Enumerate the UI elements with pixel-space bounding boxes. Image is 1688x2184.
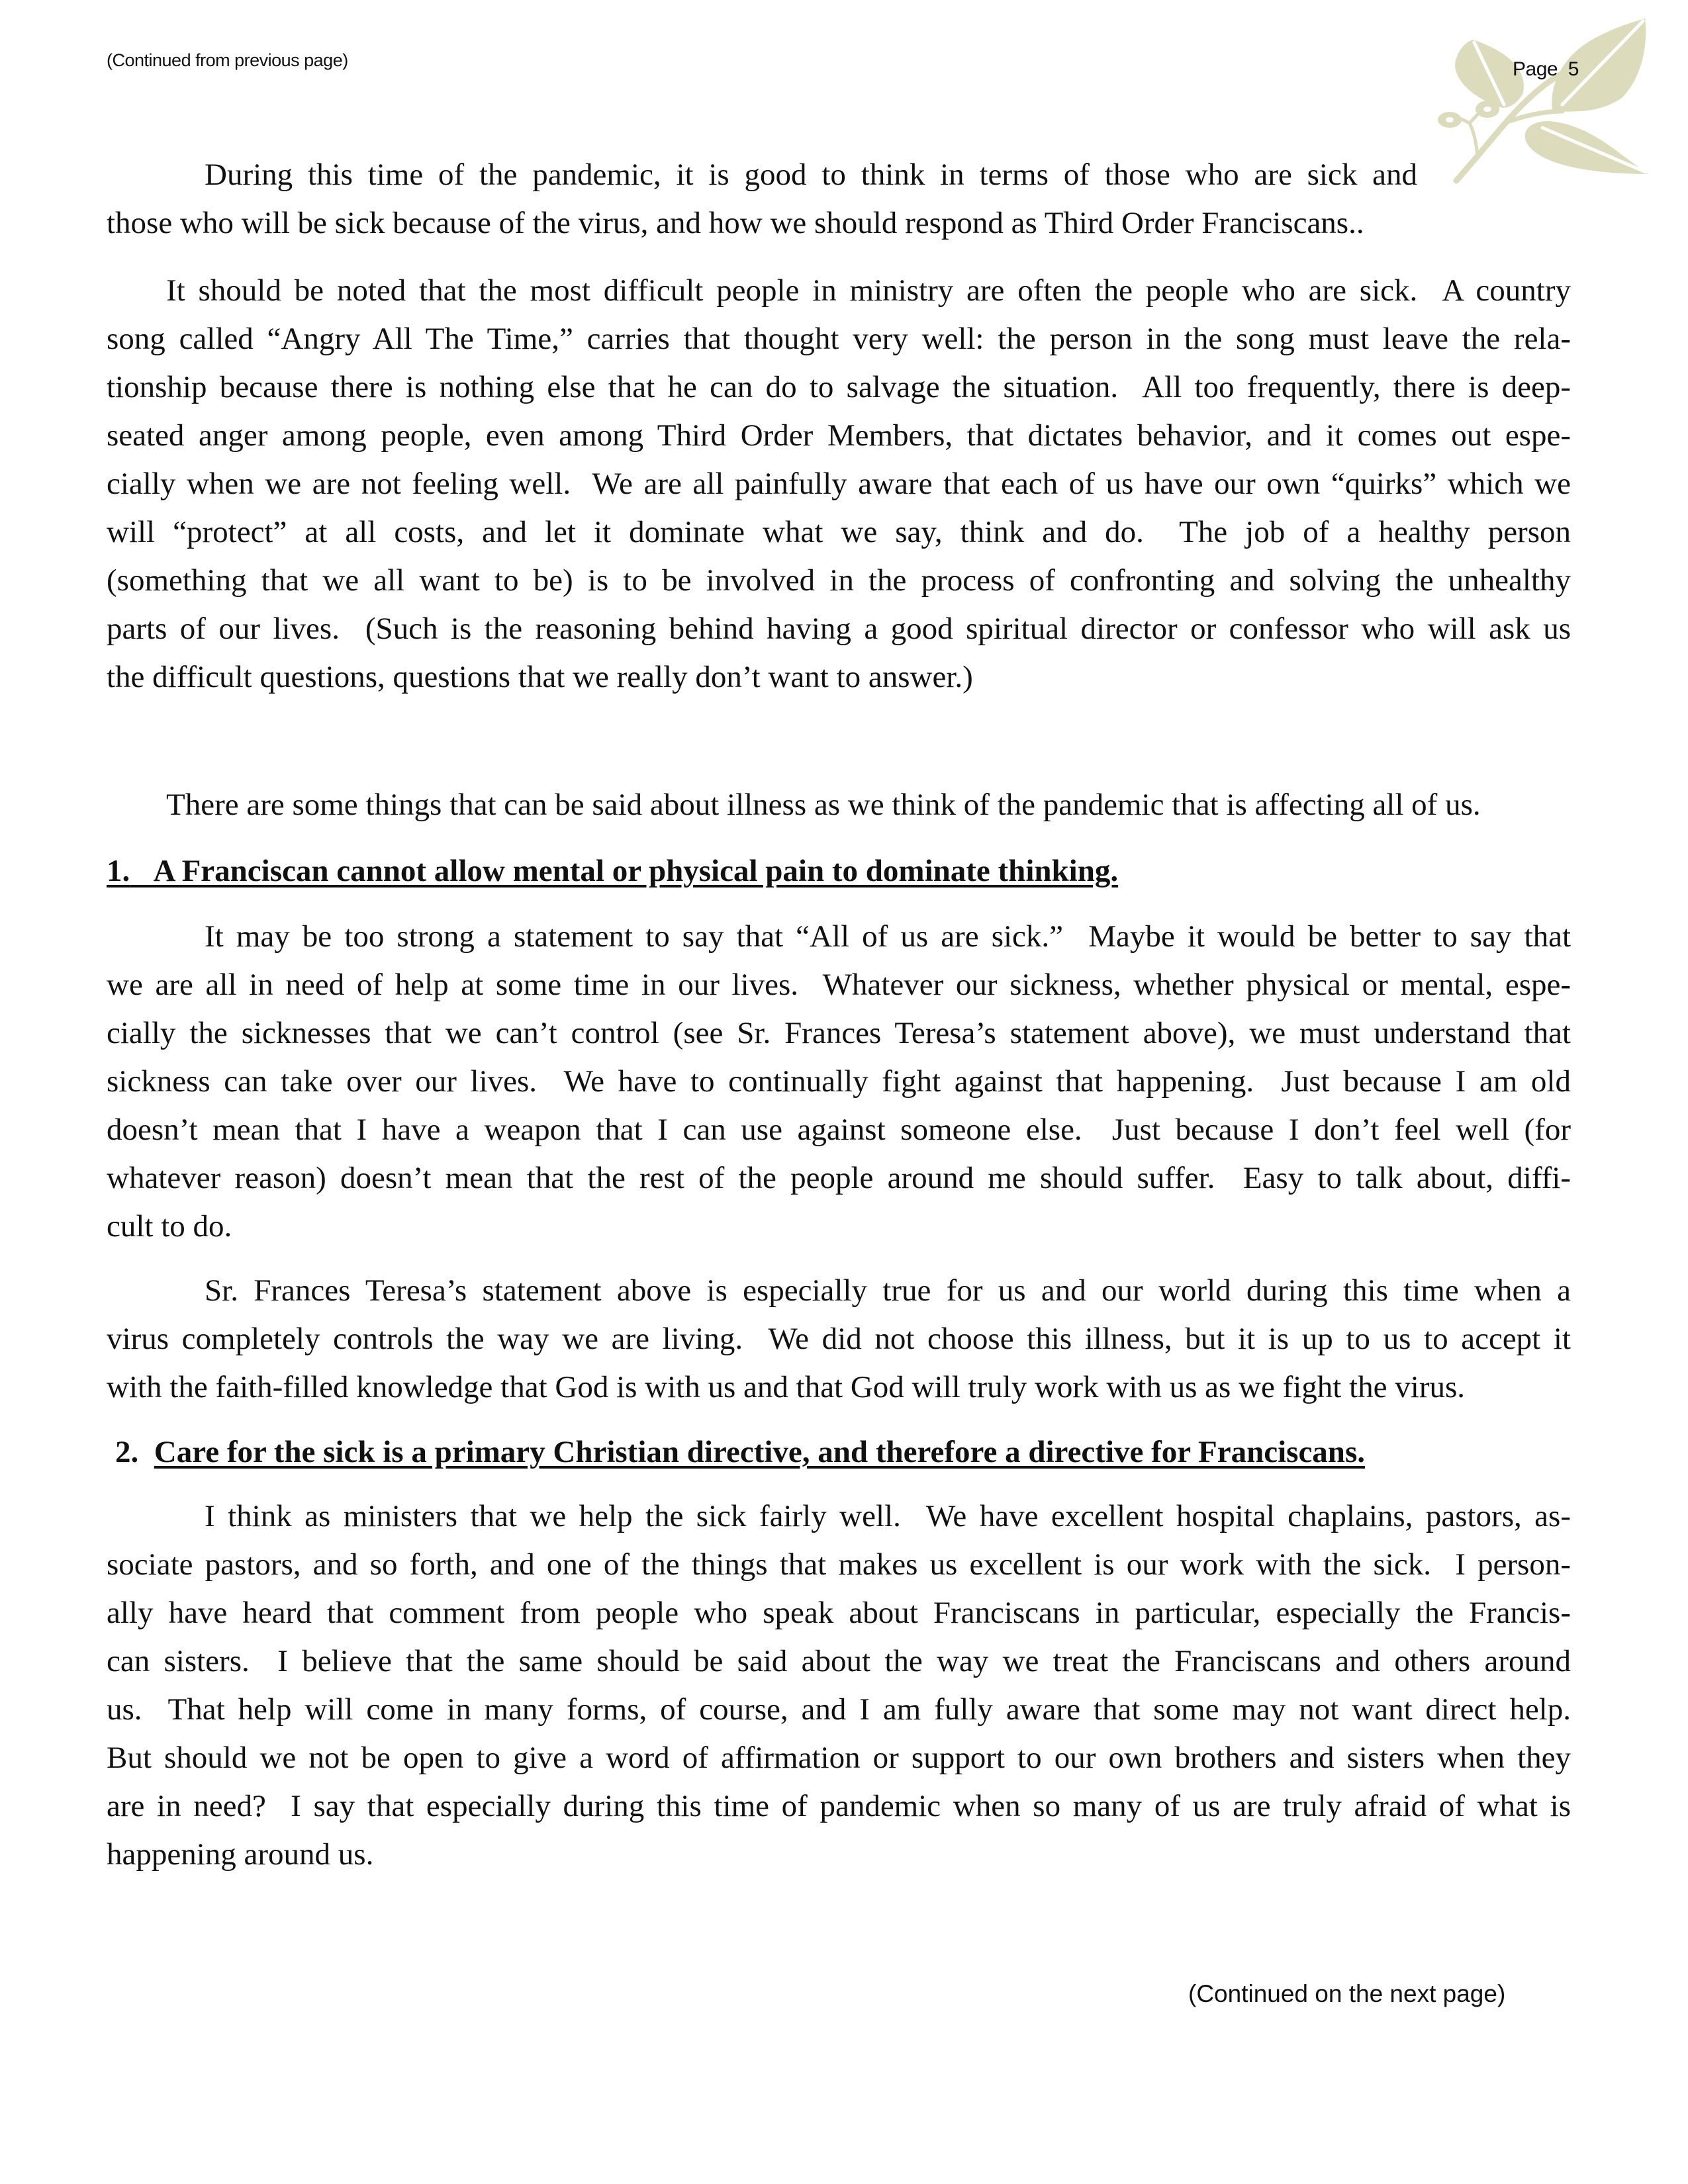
paragraph-line: cult to do. bbox=[107, 1209, 232, 1244]
paragraph-line: There are some things that can be said about illness as we think of the pandemic that is affecting all of us. bbox=[166, 788, 1481, 822]
paragraph-line: (something that we all want to be) is to be involved in the process of confronting and solving the unhealthy bbox=[107, 563, 1571, 598]
page-number: 5 bbox=[1568, 58, 1579, 80]
paragraph-line: It may be too strong a statement to say that “All of us are sick.” Maybe it would be better to say that bbox=[205, 919, 1571, 954]
paragraph-line: cially when we are not feeling well. We are all painfully aware that each of us have our own “quirks” which we bbox=[107, 467, 1571, 501]
section-heading-2 bbox=[115, 1428, 1365, 1477]
paragraph-line: those who will be sick because of the virus, and how we should respond as Third Order Franciscans.. bbox=[107, 206, 1364, 240]
paragraph-line: will “protect” at all costs, and let it dominate what we say, think and do. The job of a healthy person bbox=[107, 515, 1571, 549]
paragraph-line: us. That help will come in many forms, of course, and I am fully aware that some may not want direct help. bbox=[107, 1692, 1571, 1727]
paragraph-line: we are all in need of help at some time in our lives. Whatever our sickness, whether physical or mental, espe- bbox=[107, 968, 1571, 1002]
paragraph-line: But should we not be open to give a word of affirmation or support to our own brothers and sisters when they bbox=[107, 1741, 1571, 1775]
paragraph-line: ally have heard that comment from people who speak about Franciscans in particular, especially the Francis- bbox=[107, 1596, 1571, 1630]
paragraph-sr-frances bbox=[107, 1267, 1571, 1412]
section-heading-1 bbox=[107, 847, 1118, 895]
paragraph-line: are in need? I say that especially during this time of pandemic when so many of us are truly afraid of what is bbox=[107, 1789, 1571, 1823]
paragraph-line: tionship because there is nothing else that he can do to salvage the situation. All too frequently, there is deep- bbox=[107, 370, 1571, 404]
paragraph-line: with the faith-filled knowledge that God is with us and that God will truly work with us as we fight the virus. bbox=[107, 1370, 1466, 1404]
paragraph-line: whatever reason) doesn’t mean that the rest of the people around me should suffer. Easy to talk about, diffi- bbox=[107, 1161, 1571, 1195]
paragraph-line: happening around us. bbox=[107, 1837, 374, 1872]
paragraph-line: sociate pastors, and so forth, and one of the things that makes us excellent is our work with the sick. I person- bbox=[107, 1547, 1571, 1582]
heading-text: Care for the sick is a primary Christian directive, and therefore a directive for Franciscans. bbox=[154, 1435, 1365, 1469]
paragraph-line: cially the sicknesses that we can’t control (see Sr. Frances Teresa’s statement above), we must understand that bbox=[107, 1016, 1571, 1050]
paragraph-line: seated anger among people, even among Third Order Members, that dictates behavior, and it comes out espe- bbox=[107, 418, 1571, 453]
paragraph-line: song called “Angry All The Time,” carries that thought very well: the person in the song must leave the rela- bbox=[107, 322, 1571, 356]
paragraph-all-sick bbox=[107, 913, 1571, 1251]
heading-number: 2. bbox=[115, 1435, 139, 1469]
paragraph-line: It should be noted that the most difficult people in ministry are often the people who are sick. A country bbox=[166, 273, 1571, 308]
continued-next-label: (Continued on the next page) bbox=[1188, 1980, 1506, 2007]
paragraph-line: parts of our lives. (Such is the reasoning behind having a good spiritual director or confessor who will ask us bbox=[107, 612, 1571, 646]
paragraph-line: I think as ministers that we help the sick fairly well. We have excellent hospital chaplains, pastors, as- bbox=[205, 1499, 1571, 1533]
paragraph-line: can sisters. I believe that the same should be said about the way we treat the Franciscans and others around bbox=[107, 1644, 1571, 1678]
heading-number: 1. bbox=[107, 854, 130, 888]
continued-from-label: (Continued from previous page) bbox=[107, 50, 348, 70]
paragraph-things-said bbox=[107, 781, 1571, 829]
paragraph-difficult-people bbox=[107, 267, 1571, 702]
paragraph-line: Sr. Frances Teresa’s statement above is especially true for us and our world during this time when a bbox=[205, 1273, 1571, 1308]
paragraph-line: doesn’t mean that I have a weapon that I can use against someone else. Just because I don’t feel well (for bbox=[107, 1113, 1571, 1147]
leaf-branch-icon bbox=[1430, 5, 1655, 194]
paragraph-line: During this time of the pandemic, it is good to think in terms of those who are sick and bbox=[205, 158, 1417, 192]
heading-text: A Franciscan cannot allow mental or physical pain to dominate thinking. bbox=[153, 854, 1119, 888]
paragraph-care-sick bbox=[107, 1492, 1571, 1879]
page-number-label bbox=[1513, 58, 1579, 81]
paragraph-line: virus completely controls the way we are living. We did not choose this illness, but it is up to us to accept it bbox=[107, 1322, 1571, 1356]
page-label: Page bbox=[1513, 58, 1558, 80]
paragraph-line: sickness can take over our lives. We have to continually fight against that happening. Just because I am old bbox=[107, 1064, 1571, 1099]
paragraph-intro bbox=[107, 151, 1417, 248]
paragraph-line: the difficult questions, questions that we really don’t want to answer.) bbox=[107, 660, 973, 694]
